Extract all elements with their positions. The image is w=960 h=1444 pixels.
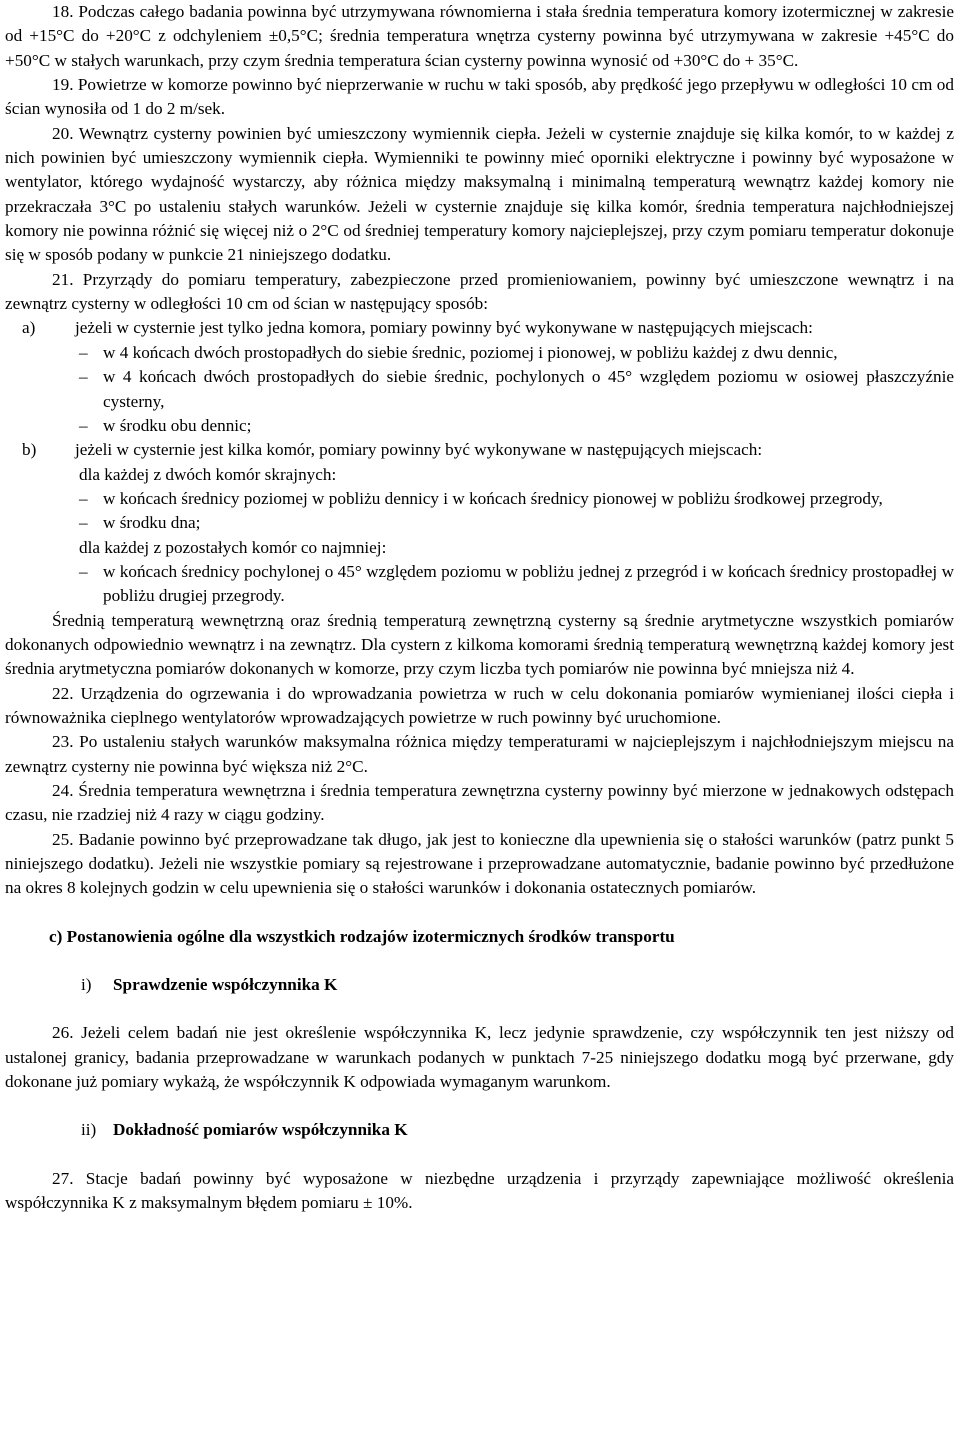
dash-marker: –	[79, 488, 88, 508]
paragraph-21-average: Średnią temperaturą wewnętrzną oraz średnią temperaturą zewnętrzną cysterny są średnie arytmetyczne wszystkich pomiarów dokonanych odpowiednio wewnątrz i na zewnątrz. Dla cystern z kilkoma komorami średnią temperaturą wewnętrzną każdej komory jest średnia arytmetyczna pomiarów dokonanych w komorze, przy czym liczba tych pomiarów nie powinna być mniejsza niż 4.	[5, 610, 954, 679]
spacer	[5, 949, 954, 973]
paragraph-24: 24. Średnia temperatura wewnętrzna i średnia temperatura zewnętrzna cysterny powinny być mierzone w jednakowych odstępach czasu, nie rzadziej niż 4 razy w ciągu godziny.	[5, 781, 954, 825]
paragraph-18: 18. Podczas całego badania powinna być utrzymywana równomierna i stała średnia temperatura komory izotermicznej w zakresie od +15°C do +20°C z odchyleniem ±0,5°C; średnia temperatura wnętrza cysterny powinna być utrzymywana w zakresie +45°C do +50°C w stałych warunkach, przy czym średnia temperatura ścian cysterny powinna wynosić od +30°C do + 35°C.	[5, 2, 954, 70]
subsection-heading-ii	[5, 1118, 954, 1142]
dash-item	[5, 414, 954, 438]
list-item-b	[5, 438, 954, 462]
dash-text: w końcach średnicy pochylonej o 45° względem poziomu w pobliżu jednej z przegród i w końcach średnicy prostopadłej w pobliżu drugiej przegrody.	[103, 561, 954, 606]
subsection-label: ii)	[81, 1120, 97, 1140]
list-text-b: jeżeli w cysternie jest kilka komór, pomiary powinny być wykonywane w następujących miejscach:	[75, 440, 763, 460]
dash-item	[5, 511, 954, 535]
subsection-heading-i	[5, 973, 954, 997]
paragraph-22: 22. Urządzenia do ogrzewania i do wprowadzania powietrza w ruch w celu dokonania pomiarów wymienianej ilości ciepła i równoważnika cieplnego wentylatorów wprowadzających powietrze w ruch powinny być uruchomione.	[5, 683, 954, 727]
paragraph-23: 23. Po ustaleniu stałych warunków maksymalna różnica między temperaturami w najcieplejszym i najchłodniejszym miejscu na zewnątrz cysterny nie powinna być większa niż 2°C.	[5, 732, 954, 776]
group-label: dla każdej z pozostałych komór co najmniej:	[79, 537, 387, 557]
dash-marker: –	[79, 513, 88, 533]
subsection-title: Dokładność pomiarów współczynnika K	[113, 1120, 408, 1140]
dash-item	[5, 365, 954, 414]
dash-text: w 4 końcach dwóch prostopadłych do siebie średnic, pochylonych o 45° względem poziomu w osiowej płaszczyźnie cysterny,	[103, 367, 954, 411]
list-item-a	[5, 316, 954, 340]
subsection-label: i)	[81, 975, 92, 995]
paragraph-27: 27. Stacje badań powinny być wyposażone w niezbędne urządzenia i przyrządy zapewniające możliwość określenia współczynnika K z maksymalnym błędem pomiaru ± 10%.	[5, 1168, 954, 1213]
list-label-b: b)	[22, 440, 37, 460]
paragraph-19: 19. Powietrze w komorze powinno być nieprzerwanie w ruchu w taki sposób, aby prędkość jego przepływu w odległości 10 cm od ścian wynosiła od 1 do 2 m/sek.	[5, 75, 954, 119]
dash-item	[5, 341, 954, 365]
subsection-title: Sprawdzenie współczynnika K	[113, 975, 338, 995]
dash-text: w środku dna;	[103, 513, 201, 533]
paragraph-20: 20. Wewnątrz cysterny powinien być umieszczony wymiennik ciepła. Jeżeli w cysternie znajduje się kilka komór, to w każdej z nich powinien być umieszczony wymiennik ciepła. Wymienniki te powinny mieć oporniki elektryczne i powinny być wyposażone w wentylator, którego wydajność wystarczy, aby różnica między maksymalną i minimalną temperaturą wewnątrz każdej komory nie przekraczała 3°C po ustaleniu stałych warunków. Jeżeli w cysternie znajduje się kilka komór, średnia temperatura najchłodniejszej komory nie powinna różnić się więcej niż o 2°C od średniej temperatury komory najcieplejszej, przy czym pomiaru temperatur dokonuje się w sposób podany w punkcie 21 niniejszego dodatku.	[5, 123, 954, 265]
dash-marker: –	[79, 342, 88, 362]
dash-text: w środku obu dennic;	[103, 415, 252, 435]
dash-marker: –	[79, 367, 88, 387]
dash-text: w 4 końcach dwóch prostopadłych do siebie średnic, poziomej i pionowej, w pobliżu każdej z dwu dennic,	[103, 342, 838, 362]
paragraph-21: 21. Przyrządy do pomiaru temperatury, zabezpieczone przed promieniowaniem, powinny być umieszczone wewnątrz i na zewnątrz cysterny w odległości 10 cm od ścian w następujący sposób:	[5, 269, 954, 314]
spacer	[5, 1143, 954, 1167]
spacer	[5, 901, 954, 925]
section-heading-c: c) Postanowienia ogólne dla wszystkich rodzajów izotermicznych środków transportu	[49, 926, 675, 946]
paragraph-25: 25. Badanie powinno być przeprowadzane tak długo, jak jest to konieczne dla upewnienia się o stałości warunków (patrz punkt 5 niniejszego dodatku). Jeżeli nie wszystkie pomiary są rejestrowane i przeprowadzane automatycznie, badanie powinno być przedłużone na okres 8 kolejnych godzin w celu upewnienia się o stałości warunków i dokonania ostatecznych pomiarów.	[5, 829, 954, 898]
dash-marker: –	[79, 415, 88, 435]
spacer	[5, 997, 954, 1021]
dash-item	[5, 487, 954, 511]
paragraph-26: 26. Jeżeli celem badań nie jest określenie współczynnika K, lecz jedynie sprawdzenie, czy współczynnik ten jest niższy od ustalonej granicy, badania przeprowadzane w warunkach podanych w punktach 7-25 niniejszego dodatku mogą być przerwane, gdy dokonane już pomiary wykażą, że współczynnik K odpowiada wymaganym warunkom.	[5, 1023, 954, 1092]
dash-marker: –	[79, 561, 88, 581]
spacer	[5, 1094, 954, 1118]
list-text-a: jeżeli w cysternie jest tylko jedna komora, pomiary powinny być wykonywane w następujących miejscach:	[75, 318, 813, 338]
group-label: dla każdej z dwóch komór skrajnych:	[79, 464, 337, 484]
list-label-a: a)	[22, 318, 36, 338]
dash-item	[5, 560, 954, 609]
dash-text: w końcach średnicy poziomej w pobliżu dennicy i w końcach średnicy pionowej w pobliżu środkowej przegrody,	[103, 488, 883, 508]
